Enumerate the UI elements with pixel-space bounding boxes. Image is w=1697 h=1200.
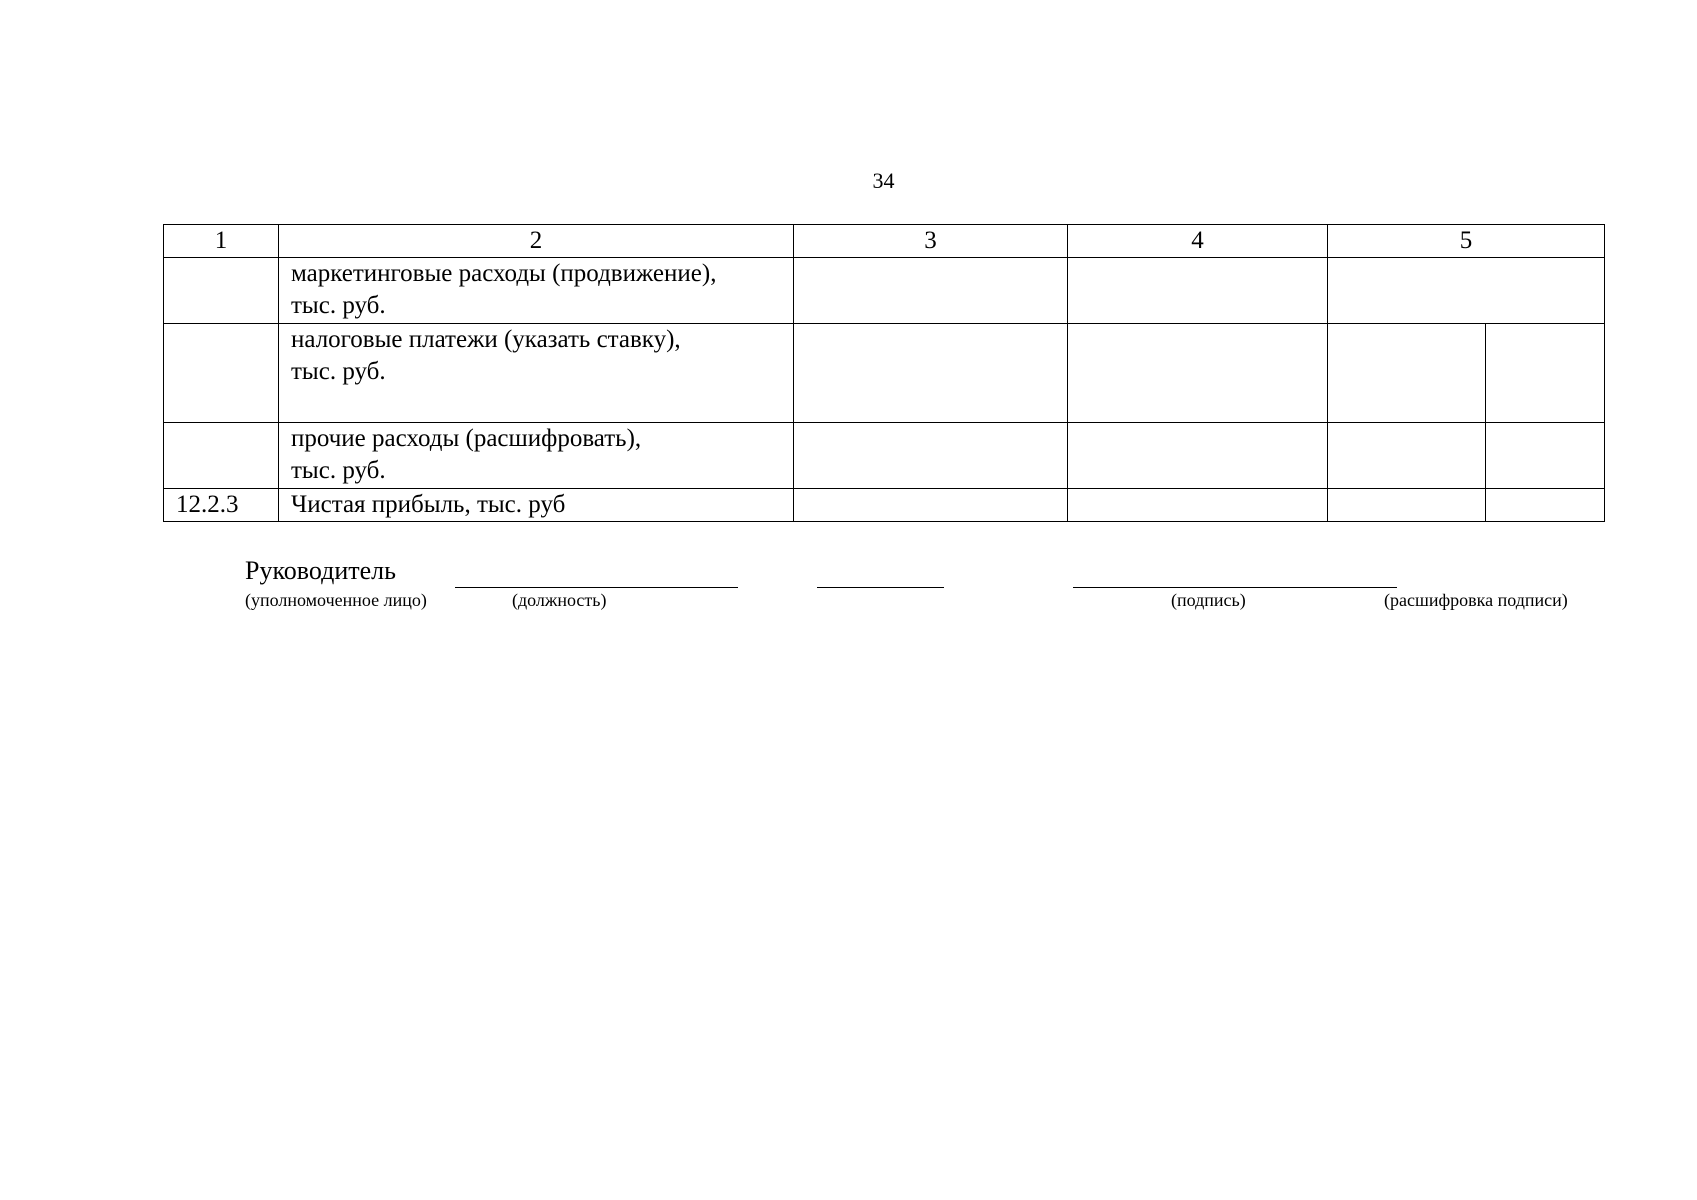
row-label: прочие расходы (расшифровать), тыс. руб.	[291, 425, 642, 484]
column-header-2: 2	[279, 225, 794, 258]
value-cell-col5b[interactable]	[1486, 324, 1605, 423]
value-cell-col3[interactable]	[794, 489, 1068, 522]
row-number-cell	[164, 423, 279, 489]
table-row	[164, 324, 1605, 423]
row-number-cell: 12.2.3	[164, 489, 279, 522]
column-header-3: 3	[794, 225, 1068, 258]
caption-authorized-person: (уполномоченное лицо)	[245, 590, 427, 610]
row-label-cell	[279, 489, 794, 522]
table-header-row	[164, 225, 1605, 258]
value-cell-col4[interactable]	[1068, 423, 1328, 489]
caption-signature: (подпись)	[1171, 590, 1246, 610]
column-header-4: 4	[1068, 225, 1328, 258]
table-row	[164, 258, 1605, 324]
column-header-5: 5	[1328, 225, 1605, 258]
row-label-cell	[279, 258, 794, 324]
table-row	[164, 489, 1605, 522]
value-cell-col5b[interactable]	[1486, 489, 1605, 522]
caption-position: (должность)	[512, 590, 607, 610]
value-cell-col4[interactable]	[1068, 258, 1328, 324]
decoding-line[interactable]	[1073, 587, 1397, 588]
value-cell-col3[interactable]	[794, 324, 1068, 423]
value-cell-col5[interactable]	[1328, 258, 1605, 324]
signature-line[interactable]	[817, 587, 944, 588]
row-number-cell	[164, 324, 279, 423]
value-cell-col3[interactable]	[794, 258, 1068, 324]
row-number-cell	[164, 258, 279, 324]
signature-title: Руководитель	[245, 556, 396, 585]
caption-signature-decoding: (расшифровка подписи)	[1384, 590, 1568, 610]
value-cell-col4[interactable]	[1068, 489, 1328, 522]
value-cell-col5b[interactable]	[1486, 423, 1605, 489]
row-label-cell	[279, 423, 794, 489]
page-number: 34	[872, 168, 895, 193]
value-cell-col5a[interactable]	[1328, 324, 1486, 423]
value-cell-col5a[interactable]	[1328, 489, 1486, 522]
row-label-cell	[279, 324, 794, 423]
value-cell-col5a[interactable]	[1328, 423, 1486, 489]
row-label: налоговые платежи (указать ставку), тыс. руб.	[291, 326, 681, 385]
value-cell-col4[interactable]	[1068, 324, 1328, 423]
row-label: маркетинговые расходы (продвижение), тыс. руб.	[291, 260, 717, 319]
value-cell-col3[interactable]	[794, 423, 1068, 489]
row-label: Чистая прибыль, тыс. руб	[291, 491, 566, 518]
expenses-table	[163, 224, 1605, 522]
position-line[interactable]	[455, 587, 738, 588]
signature-block	[0, 556, 1697, 616]
column-header-1: 1	[164, 225, 279, 258]
table-row	[164, 423, 1605, 489]
